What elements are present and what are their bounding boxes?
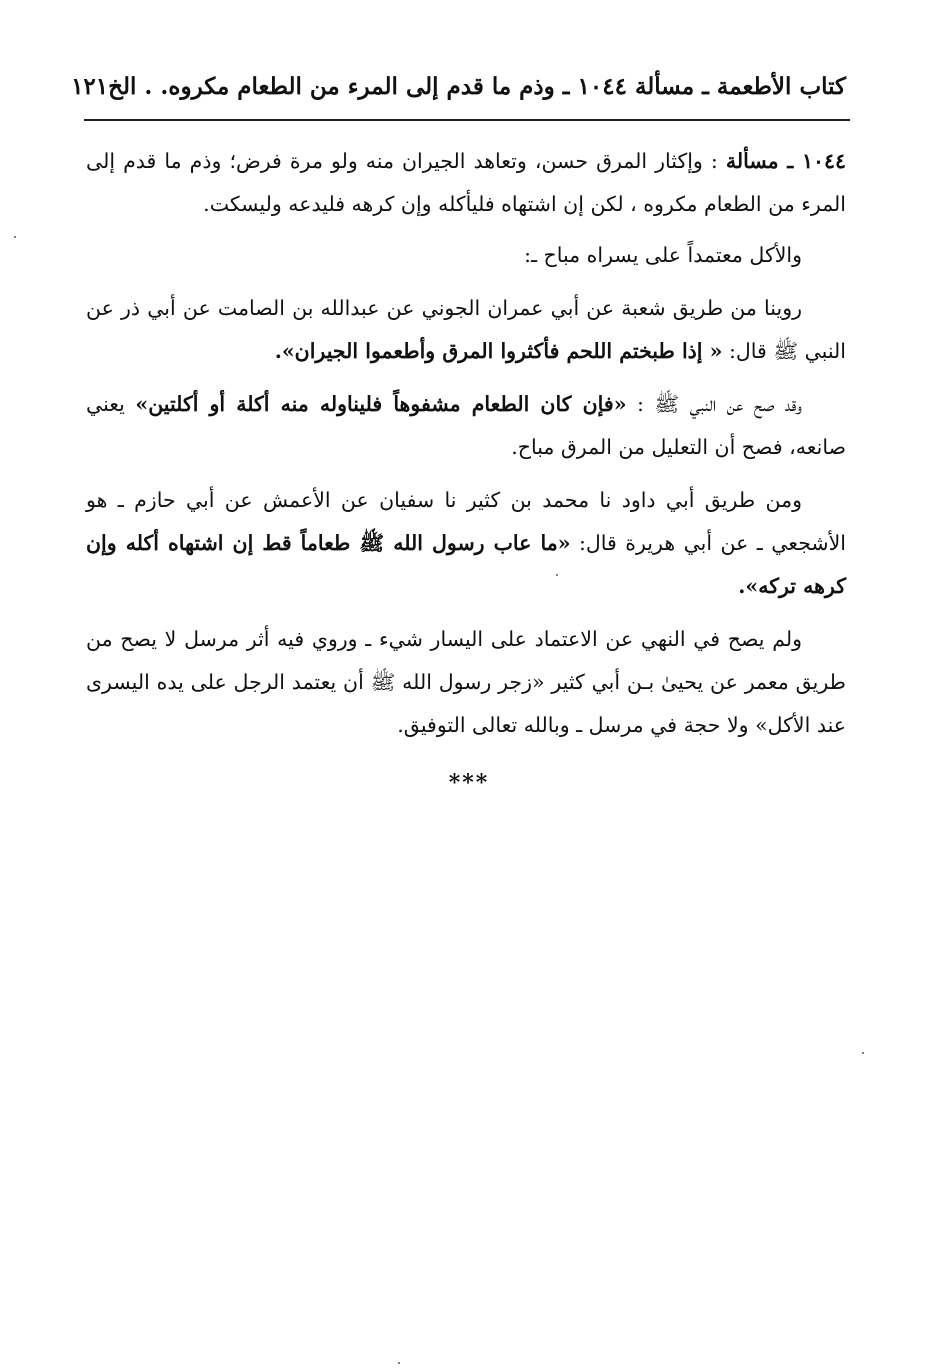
page-number: ١٢١ xyxy=(71,72,109,100)
hadith-quote-broth: « إذا طبختم اللحم فأكثروا المرق وأطعموا الجيران». xyxy=(274,339,723,363)
scan-speck xyxy=(556,574,558,576)
leaning-prohibition-text: ولم يصح في النهي عن الاعتماد على اليسار شيء ـ وروي فيه أثر مرسل لا يصح من طريق معمر عن يحيىٰ بـن أبي كثير «زجر رسول الله ﷺ أن يعتمد الرجل على يده اليسرى عند الأكل» ولا حجة في مرسل ـ وبالله تعالى التوفيق. xyxy=(86,627,846,737)
scan-speck xyxy=(862,1052,864,1054)
section-end-ornament: *** xyxy=(448,770,490,796)
paragraph-masala xyxy=(86,140,846,226)
hadith-quote-never-criticized: «ما عاب رسول الله ﷺ طعاماً قط إن اشتهاه أكله وإن كرهه تركه». xyxy=(86,531,846,598)
hadith-quote-mashfuh: «فإن كان الطعام مشفوهاً فليناوله منه أكلة أو أكلتين» xyxy=(135,392,627,416)
mashfuh-intro: وقد صح عن النبي ﷺ : xyxy=(637,392,802,416)
scan-speck xyxy=(398,1362,400,1364)
page-header xyxy=(71,66,846,106)
paragraph-narration-abu-dharr xyxy=(86,287,846,373)
header-divider xyxy=(84,119,850,121)
paragraph-abu-dawud xyxy=(86,479,846,608)
mashfuh-commentary: يعني صانعه، فصح أن التعليل من المرق مباح. xyxy=(86,392,846,459)
scan-speck xyxy=(14,236,16,238)
masala-text: : وإكثار المرق حسن، وتعاهد الجيران منه ولو مرة فرض؛ وذم ما قدم إلى المرء من الطعام مكروه ، لكن إن اشتهاه فليأكله وإن كرهه فليدعه وليسكت. xyxy=(86,149,846,216)
paragraph-leaning-prohibition xyxy=(86,618,846,747)
page-body xyxy=(86,140,846,757)
paragraph-mashfuh xyxy=(86,383,846,469)
eating-reclining-text: والأكل معتمداً على يسراه مباح ـ: xyxy=(524,243,802,267)
paragraph-eating-reclining xyxy=(86,234,846,277)
running-title: كتاب الأطعمة ـ مسألة ١٠٤٤ ـ وذم ما قدم إلى المرء من الطعام مكروه. . الخ xyxy=(108,72,846,100)
narration-abu-dharr-text: روينا من طريق شعبة عن أبي عمران الجوني عن عبدالله بن الصامت عن أبي ذر عن النبي ﷺ قال: xyxy=(86,296,846,363)
abu-dawud-chain: ومن طريق أبي داود نا محمد بن كثير نا سفيان عن الأعمش عن أبي حازم ـ هو الأشجعي ـ عن أبي هريرة قال: xyxy=(86,488,846,555)
masala-heading: ١٠٤٤ ـ مسألة xyxy=(725,149,846,173)
